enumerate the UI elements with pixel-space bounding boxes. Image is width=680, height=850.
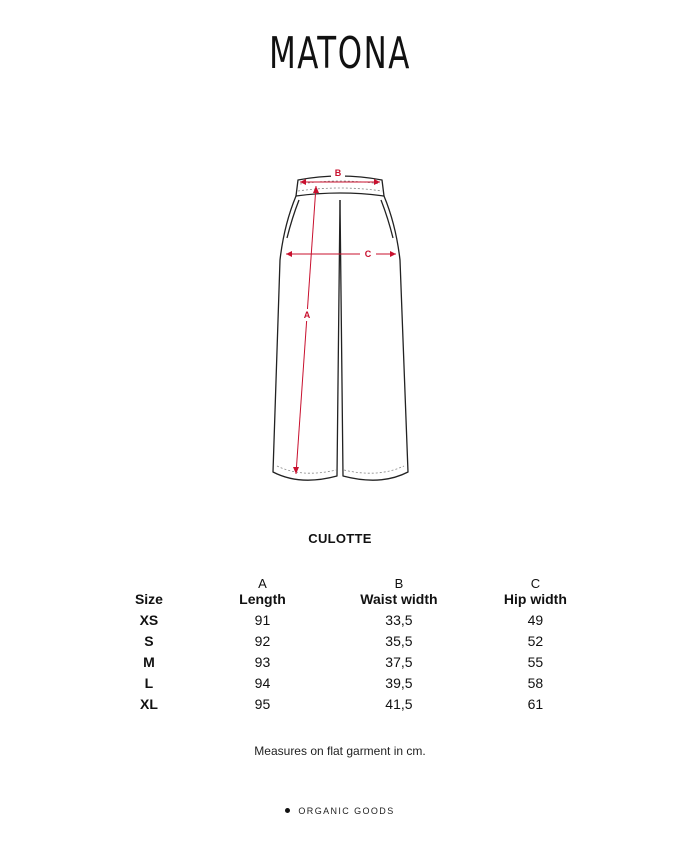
- cell-length: 94: [254, 674, 271, 691]
- header-row: [90, 591, 590, 609]
- measure-a-label: A: [303, 310, 311, 320]
- cell-hip: 55: [527, 653, 544, 670]
- product-name: CULOTTE: [308, 531, 372, 546]
- cell-hip: 49: [527, 611, 544, 628]
- footer: [0, 806, 680, 816]
- cell-length: 95: [254, 695, 271, 712]
- header-waist-width: Waist width: [360, 591, 438, 607]
- size-table: [90, 574, 590, 714]
- cell-length: 91: [254, 611, 271, 628]
- cell-hip: 52: [527, 632, 544, 649]
- cell-size: XL: [140, 695, 158, 712]
- brand-logo: MATONA: [269, 28, 411, 79]
- cell-waist: 41,5: [385, 695, 413, 712]
- table-row: [90, 609, 590, 630]
- garment-outline: [273, 176, 408, 480]
- cell-hip: 61: [527, 695, 544, 712]
- table-row: [90, 672, 590, 693]
- letter-a: A: [258, 576, 267, 591]
- bullet-dot-icon: [285, 808, 290, 813]
- measure-a-line: [296, 186, 316, 474]
- measurement-note: Measures on flat garment in cm.: [254, 744, 426, 758]
- letter-size: [90, 574, 208, 591]
- right-leg-outline: [340, 196, 408, 480]
- letter-c: C: [530, 576, 541, 591]
- arrow-c-left: [286, 251, 292, 257]
- cell-size: M: [143, 653, 155, 670]
- cell-size: XS: [139, 611, 159, 628]
- table-row: [90, 651, 590, 672]
- measure-letter-row: [90, 574, 590, 591]
- cell-hip: 58: [527, 674, 544, 691]
- left-leg-outline: [273, 196, 340, 480]
- cell-length: 93: [254, 653, 271, 670]
- left-pocket: [287, 200, 299, 238]
- cell-waist: 33,5: [385, 611, 413, 628]
- footer-text: ORGANIC GOODS: [298, 806, 395, 816]
- arrow-c-right: [390, 251, 396, 257]
- measure-c-label: C: [364, 249, 372, 259]
- arrow-a-bottom: [293, 467, 299, 474]
- letter-b: B: [394, 576, 404, 591]
- arrow-a-top: [313, 186, 319, 193]
- measure-b-label: B: [334, 168, 342, 178]
- right-pocket: [381, 200, 393, 238]
- header-hip-width: Hip width: [503, 591, 567, 607]
- header-size: Size: [134, 591, 163, 607]
- cell-length: 92: [254, 632, 271, 649]
- cell-size: S: [144, 632, 154, 649]
- table-row: [90, 693, 590, 714]
- cell-waist: 37,5: [385, 653, 413, 670]
- cell-waist: 39,5: [385, 674, 413, 691]
- header-length: Length: [239, 591, 286, 607]
- table-row: [90, 630, 590, 651]
- cell-waist: 35,5: [385, 632, 413, 649]
- cell-size: L: [144, 674, 154, 691]
